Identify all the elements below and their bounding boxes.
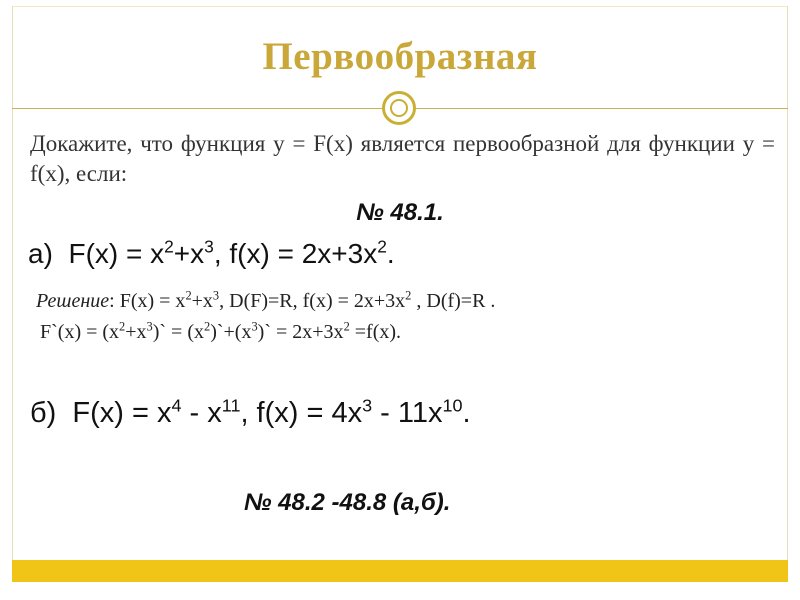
solution-exp: 2: [119, 319, 126, 334]
solution-exp: 3: [251, 319, 258, 334]
solution-text: +x: [191, 290, 213, 312]
slide-title: Первообразная: [262, 35, 538, 78]
solution-text: , D(f)=R .: [411, 290, 496, 312]
solution-text: )`+(x: [210, 321, 252, 343]
solution-exp: 2: [405, 288, 412, 303]
solution-exp: 3: [146, 319, 153, 334]
task-b-minus: - x: [181, 397, 222, 429]
task-a-exp1: 2: [164, 236, 174, 257]
task-b: [30, 397, 471, 430]
task-b-exp2: 11: [221, 395, 241, 416]
task-b-exp3: 3: [362, 395, 373, 416]
solution-line-2: [40, 321, 401, 344]
task-b-minus2: - 11x: [372, 397, 443, 429]
intro-text: Докажите, что функция у = F(x) является первообразной для функции у = f(x), если:: [30, 131, 775, 186]
circle-ornament-icon: [382, 91, 416, 125]
task-b-F-lhs: F(x) = x: [72, 397, 172, 429]
task-b-f-part: , f(x) = 4x: [240, 397, 363, 429]
footer-bar: [12, 560, 788, 582]
task-b-end: .: [462, 397, 471, 429]
task-a-exp2: 3: [204, 236, 214, 257]
solution-text: : F(x) = x: [109, 290, 186, 312]
problem-number-second: № 48.2 -48.8 (а,б).: [244, 489, 451, 516]
task-a-f-part: , f(x) = 2x+3x: [213, 238, 378, 269]
task-b-label: б): [30, 397, 57, 429]
solution-text: F`(x) = (x: [40, 321, 120, 343]
solution-text: =f(x).: [349, 321, 402, 343]
solution-line-1: [36, 290, 495, 313]
solution-text: +x: [125, 321, 147, 343]
solution-exp: 2: [185, 288, 192, 303]
solution-exp: 2: [343, 319, 350, 334]
solution-exp: 2: [204, 319, 211, 334]
solution-text: )` = 2x+3x: [257, 321, 344, 343]
task-a-plus: +x: [173, 238, 205, 269]
solution-text: )` = (x: [152, 321, 204, 343]
solution-label: Решение: [36, 290, 110, 312]
task-a-exp3: 2: [377, 236, 387, 257]
task-a: [28, 238, 395, 270]
task-b-exp4: 10: [442, 395, 463, 416]
task-b-exp1: 4: [171, 395, 182, 416]
solution-exp: 3: [212, 288, 220, 303]
task-a-F-lhs: F(x) = x: [68, 238, 165, 269]
problem-number-first: № 48.1.: [356, 199, 444, 226]
task-a-end: .: [386, 238, 395, 269]
solution-text: , D(F)=R, f(x) = 2x+3x: [219, 290, 406, 312]
task-a-label: а): [28, 238, 53, 269]
